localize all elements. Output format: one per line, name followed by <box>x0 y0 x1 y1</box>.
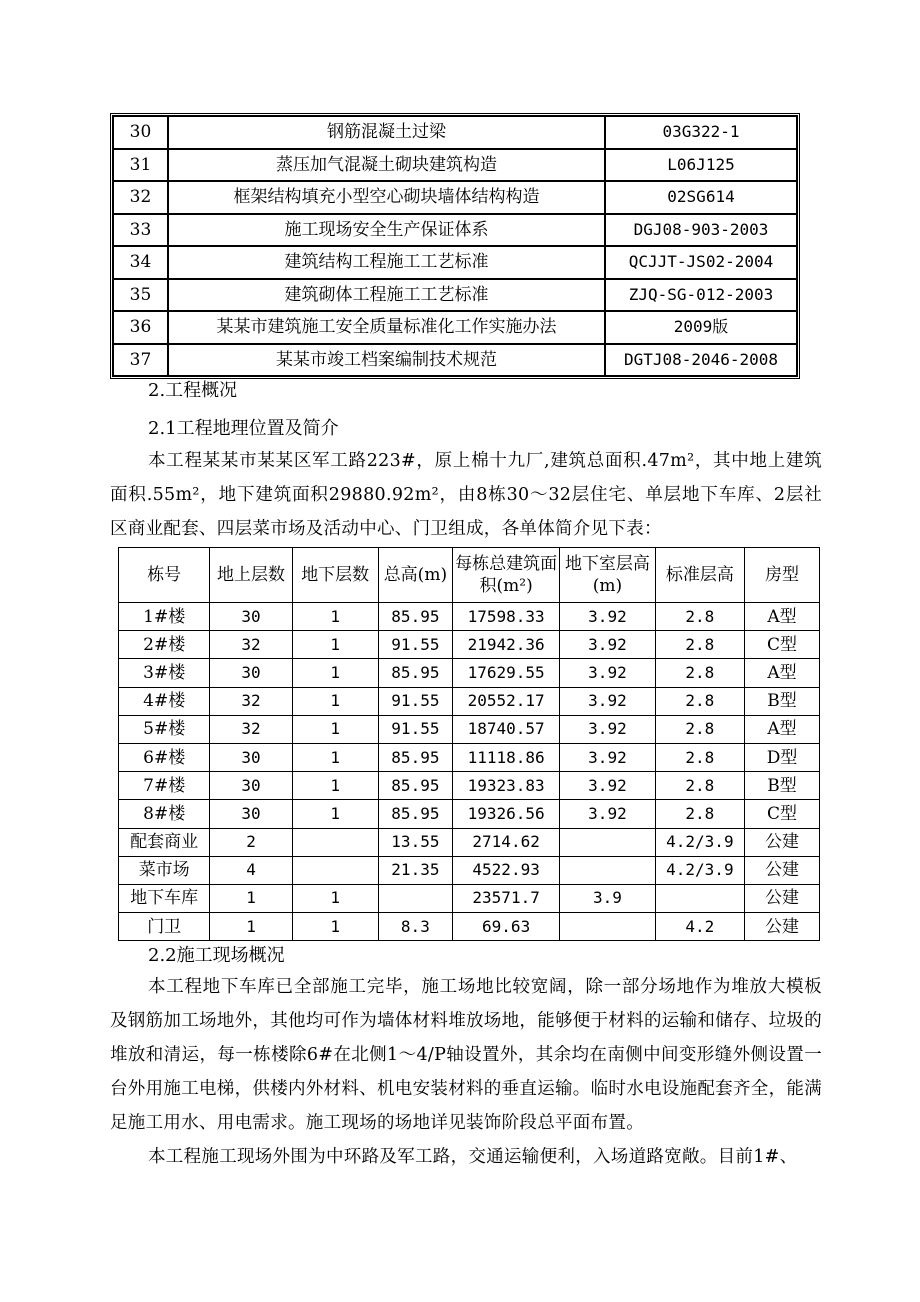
table-row <box>113 344 797 377</box>
table-cell: 30 <box>210 800 292 828</box>
table-row <box>113 246 797 279</box>
site-paragraph-1: 本工程地下车库已全部施工完毕，施工场地比较宽阔，除一部分场地作为堆放大模板及钢筋加工场地外，其他均可作为墙体材料堆放场地，能够便于材料的运输和储存、垃圾的堆放和清运，每一栋楼除6#在北侧1～4/P轴设置外，其余均在南侧中间变形缝外侧设置一台外用施工电梯，供楼内外材料、机电安装材料的垂直运输。临时水电设施配套齐全，能满足施工用水、用电需求。施工现场的场地详见装饰阶段总平面布置。 <box>110 977 822 1133</box>
table-cell: 2 <box>210 828 292 856</box>
table-cell: 4522.93 <box>453 856 560 884</box>
standard-code-cell: DGJ08-903-2003 <box>605 214 797 247</box>
table-row <box>119 687 820 715</box>
standard-name-cell: 建筑砌体工程施工工艺标准 <box>168 279 605 312</box>
table-cell: 2.8 <box>655 631 744 659</box>
table-cell: 1 <box>292 603 378 631</box>
table-row <box>119 856 820 884</box>
column-header: 地下室层高(m) <box>560 548 655 603</box>
table-cell: 4 <box>210 856 292 884</box>
table-cell: 18740.57 <box>453 715 560 743</box>
table-cell <box>560 856 655 884</box>
standard-no-cell: 36 <box>113 311 168 344</box>
table-row <box>119 913 820 941</box>
table-row <box>119 603 820 631</box>
standard-code-cell: 03G322-1 <box>605 116 797 149</box>
table-cell: 1 <box>210 884 292 912</box>
table-cell: 3.92 <box>560 772 655 800</box>
table-cell: 30 <box>210 743 292 771</box>
table-cell: 1 <box>292 743 378 771</box>
intro-paragraph: 本工程某某市某某区军工路223#，原上棉十九厂,建筑总面积.47m²，其中地上建筑面积.55m²，地下建筑面积29880.92m²，由8栋30～32层住宅、单层地下车库、2层社区商业配套、四层菜市场及活动中心、门卫组成，各单体简介见下表： <box>110 451 822 539</box>
table-cell: 1 <box>292 913 378 941</box>
table-cell: 19326.56 <box>453 800 560 828</box>
table-row <box>113 149 797 182</box>
table-cell: 3.92 <box>560 800 655 828</box>
table-cell: 69.63 <box>453 913 560 941</box>
table-cell: 17629.55 <box>453 659 560 687</box>
table-cell: 20552.17 <box>453 687 560 715</box>
table-cell: 1 <box>210 913 292 941</box>
table-cell: 3.92 <box>560 687 655 715</box>
table-row <box>119 659 820 687</box>
table-cell: 2714.62 <box>453 828 560 856</box>
table-cell: 公建 <box>745 884 820 912</box>
standard-no-cell: 37 <box>113 344 168 377</box>
section-heading: 2.工程概况 <box>148 380 238 401</box>
table-cell: 30 <box>210 772 292 800</box>
standard-no-cell: 30 <box>113 116 168 149</box>
column-header: 标准层高 <box>655 548 744 603</box>
table-row <box>119 884 820 912</box>
table-cell: 1 <box>292 884 378 912</box>
standard-code-cell: 02SG614 <box>605 181 797 214</box>
standard-code-cell: DGTJ08-2046-2008 <box>605 344 797 377</box>
table-header-row <box>119 548 820 603</box>
table-cell: 7#楼 <box>119 772 210 800</box>
subsection-heading-location: 2.1工程地理位置及简介 <box>148 418 339 439</box>
column-header: 每栋总建筑面积(m²) <box>453 548 560 603</box>
table-cell: 3.92 <box>560 659 655 687</box>
table-cell <box>292 856 378 884</box>
table-row <box>113 214 797 247</box>
table-row <box>119 743 820 771</box>
table-row <box>119 828 820 856</box>
table-cell: 3.92 <box>560 715 655 743</box>
subsection-heading-site: 2.2施工现场概况 <box>148 945 285 966</box>
table-cell: 32 <box>210 687 292 715</box>
table-cell: 19323.83 <box>453 772 560 800</box>
table-cell: 3.92 <box>560 603 655 631</box>
table-cell: 3.92 <box>560 631 655 659</box>
table-row <box>113 311 797 344</box>
table-cell: C型 <box>745 631 820 659</box>
table-cell: 8#楼 <box>119 800 210 828</box>
table-row <box>113 279 797 312</box>
table-row <box>119 631 820 659</box>
table-cell: 91.55 <box>378 687 452 715</box>
standard-name-cell: 钢筋混凝土过梁 <box>168 116 605 149</box>
table-cell <box>378 884 452 912</box>
table-cell: 配套商业 <box>119 828 210 856</box>
table-cell <box>560 913 655 941</box>
table-row <box>113 116 797 149</box>
table-cell: 5#楼 <box>119 715 210 743</box>
table-cell: 85.95 <box>378 743 452 771</box>
table-cell: C型 <box>745 800 820 828</box>
table-cell: 3#楼 <box>119 659 210 687</box>
column-header: 地下层数 <box>292 548 378 603</box>
table-cell: 地下车库 <box>119 884 210 912</box>
table-cell: 1 <box>292 800 378 828</box>
table-cell: 4.2/3.9 <box>655 828 744 856</box>
table-cell: 13.55 <box>378 828 452 856</box>
standard-code-cell: L06J125 <box>605 149 797 182</box>
table-cell: 3.9 <box>560 884 655 912</box>
table-cell: 4.2 <box>655 913 744 941</box>
table-row <box>113 181 797 214</box>
table-cell: A型 <box>745 603 820 631</box>
standard-name-cell: 蒸压加气混凝土砌块建筑构造 <box>168 149 605 182</box>
table-cell: 23571.7 <box>453 884 560 912</box>
table-cell: 3.92 <box>560 743 655 771</box>
table-cell <box>560 828 655 856</box>
table-cell: 4#楼 <box>119 687 210 715</box>
table-cell: 85.95 <box>378 659 452 687</box>
table-cell: D型 <box>745 743 820 771</box>
standard-code-cell: QCJJT-JS02-2004 <box>605 246 797 279</box>
table-cell: 85.95 <box>378 800 452 828</box>
table-cell: 2#楼 <box>119 631 210 659</box>
table-cell: A型 <box>745 659 820 687</box>
table-cell: 1 <box>292 687 378 715</box>
standards-table <box>110 113 800 379</box>
standard-no-cell: 35 <box>113 279 168 312</box>
table-cell: 1 <box>292 631 378 659</box>
table-cell: 1#楼 <box>119 603 210 631</box>
column-header: 总高(m) <box>378 548 452 603</box>
table-cell: 11118.86 <box>453 743 560 771</box>
table-cell: 32 <box>210 631 292 659</box>
table-row <box>119 800 820 828</box>
table-cell: 8.3 <box>378 913 452 941</box>
table-cell: 4.2/3.9 <box>655 856 744 884</box>
table-cell: 公建 <box>745 828 820 856</box>
table-cell: B型 <box>745 687 820 715</box>
standard-no-cell: 34 <box>113 246 168 279</box>
table-cell: 2.8 <box>655 603 744 631</box>
table-cell: 2.8 <box>655 743 744 771</box>
table-cell: 公建 <box>745 856 820 884</box>
table-cell: B型 <box>745 772 820 800</box>
table-cell: 公建 <box>745 913 820 941</box>
table-row <box>119 772 820 800</box>
table-cell: 2.8 <box>655 659 744 687</box>
standard-name-cell: 施工现场安全生产保证体系 <box>168 214 605 247</box>
column-header: 房型 <box>745 548 820 603</box>
standard-no-cell: 31 <box>113 149 168 182</box>
standard-no-cell: 32 <box>113 181 168 214</box>
standard-name-cell: 某某市竣工档案编制技术规范 <box>168 344 605 377</box>
table-cell: 21942.36 <box>453 631 560 659</box>
standard-no-cell: 33 <box>113 214 168 247</box>
column-header: 地上层数 <box>210 548 292 603</box>
table-cell: A型 <box>745 715 820 743</box>
table-cell: 32 <box>210 715 292 743</box>
standard-name-cell: 建筑结构工程施工工艺标准 <box>168 246 605 279</box>
table-cell: 门卫 <box>119 913 210 941</box>
table-cell: 菜市场 <box>119 856 210 884</box>
standard-code-cell: 2009版 <box>605 311 797 344</box>
table-cell: 30 <box>210 603 292 631</box>
table-cell: 1 <box>292 715 378 743</box>
table-cell: 2.8 <box>655 687 744 715</box>
table-cell: 2.8 <box>655 715 744 743</box>
table-cell: 85.95 <box>378 603 452 631</box>
table-cell: 85.95 <box>378 772 452 800</box>
standard-code-cell: ZJQ-SG-012-2003 <box>605 279 797 312</box>
table-cell: 91.55 <box>378 715 452 743</box>
table-cell <box>292 828 378 856</box>
table-cell: 21.35 <box>378 856 452 884</box>
standard-name-cell: 某某市建筑施工安全质量标准化工作实施办法 <box>168 311 605 344</box>
table-cell <box>655 884 744 912</box>
table-cell: 1 <box>292 659 378 687</box>
table-row <box>119 715 820 743</box>
buildings-table <box>118 547 820 941</box>
site-paragraph-2: 本工程施工现场外围为中环路及军工路，交通运输便利，入场道路宽敞。目前1#、 <box>148 1147 798 1167</box>
table-cell: 2.8 <box>655 772 744 800</box>
column-header: 栋号 <box>119 548 210 603</box>
table-cell: 1 <box>292 772 378 800</box>
table-cell: 2.8 <box>655 800 744 828</box>
table-cell: 91.55 <box>378 631 452 659</box>
standard-name-cell: 框架结构填充小型空心砌块墙体结构构造 <box>168 181 605 214</box>
table-cell: 30 <box>210 659 292 687</box>
table-cell: 6#楼 <box>119 743 210 771</box>
table-cell: 17598.33 <box>453 603 560 631</box>
